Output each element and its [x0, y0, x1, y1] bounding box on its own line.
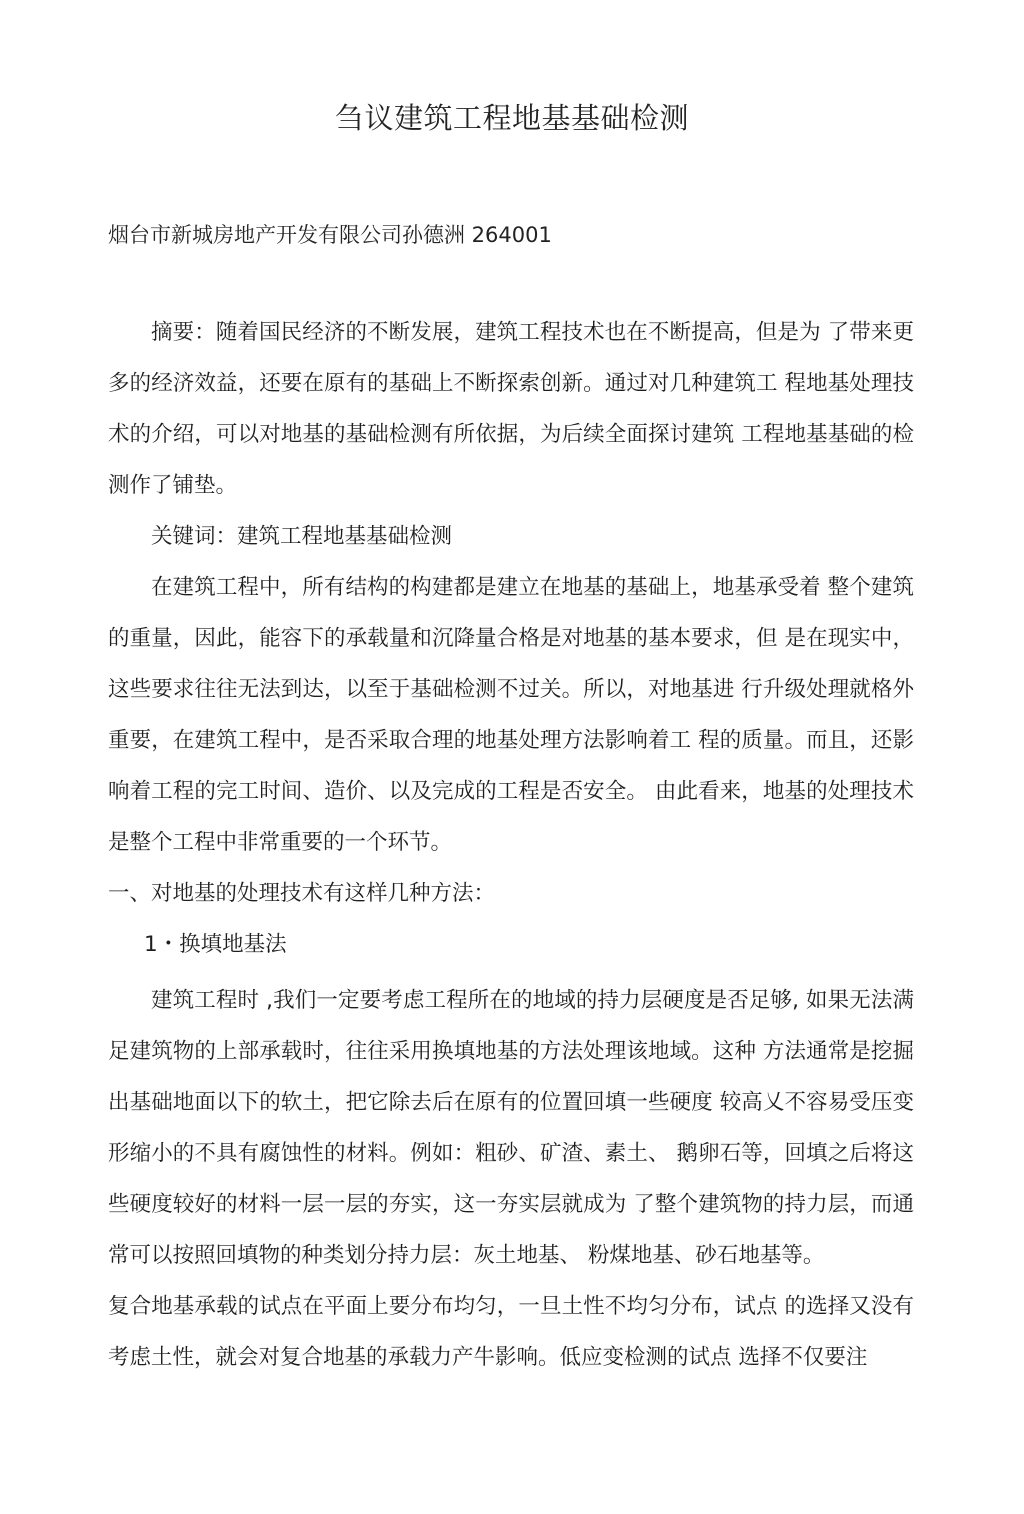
author-line: 烟台市新城房地产开发有限公司孙德洲 264001: [108, 223, 552, 247]
keywords-paragraph: 关键词：建筑工程地基基础检测: [151, 524, 453, 549]
document-title: 刍议建筑工程地基基础检测: [334, 101, 689, 135]
intro-paragraph: 在建筑工程中，所有结构的构建都是建立在地基的基础上，地基承受着 整个建筑的重量，因此，能容下的承载量和沉降量合格是对地基的基本要求，但 是在现实中，这些要求往往无法到达，以至于基础检测不过关。所以，对地基进 行升级处理就格外重要，在建筑工程中，是否采取合理的地基处理方法影响着工 程的质量。而且，还影响着工程的完工时间、造价、以及完成的工程是否安全。 由此看来，地基的处理技术是整个工程中非常重要的一个环节。: [108, 575, 914, 855]
subsection-paragraph: 建筑工程时 ,我们一定要考虑工程所在的地域的持力层硬度是否足够, 如果无法满足建筑物的上部承载时，往往采用换填地基的方法处理该地域。这种 方法通常是挖掘出基础地面以下的软土，把它除去后在原有的位置回填一些硬度 较高乂不容易受压变形缩小的不具有腐蚀性的材料。例如：粗砂、矿渣、素土、 鹅卵石等，回填之后将这些硬度较好的材料一层一层的夯实，这一夯实层就成为 了整个建筑物的持力层，而通常可以按照回填物的种类划分持力层：灰土地基、 粉煤地基、砂石地基等。: [108, 988, 914, 1268]
abstract-block: [108, 307, 914, 970]
abstract-paragraph: 摘要：随着国民经济的不断发展，建筑工程技术也在不断提高，但是为 了带来更多的经济效益，还要在原有的基础上不断探索创新。通过对几种建筑工 程地基处理技术的介绍，可以对地基的基础检测有所依据，为后续全面探讨建筑 工程地基基础的检测作了铺垫。: [108, 320, 914, 498]
closing-paragraph: 复合地基承载的试点在平面上要分布均匀，一旦土性不均匀分布，试点 的选择又没有考虑土性，就会对复合地基的承载力产牛影响。低应变检测的试点 选择不仅要注: [108, 1294, 914, 1370]
subsection-heading: 1・换填地基法: [144, 932, 287, 957]
subsection-body: [108, 975, 914, 1383]
section-heading: 一、对地基的处理技术有这样几种方法：: [108, 881, 496, 906]
